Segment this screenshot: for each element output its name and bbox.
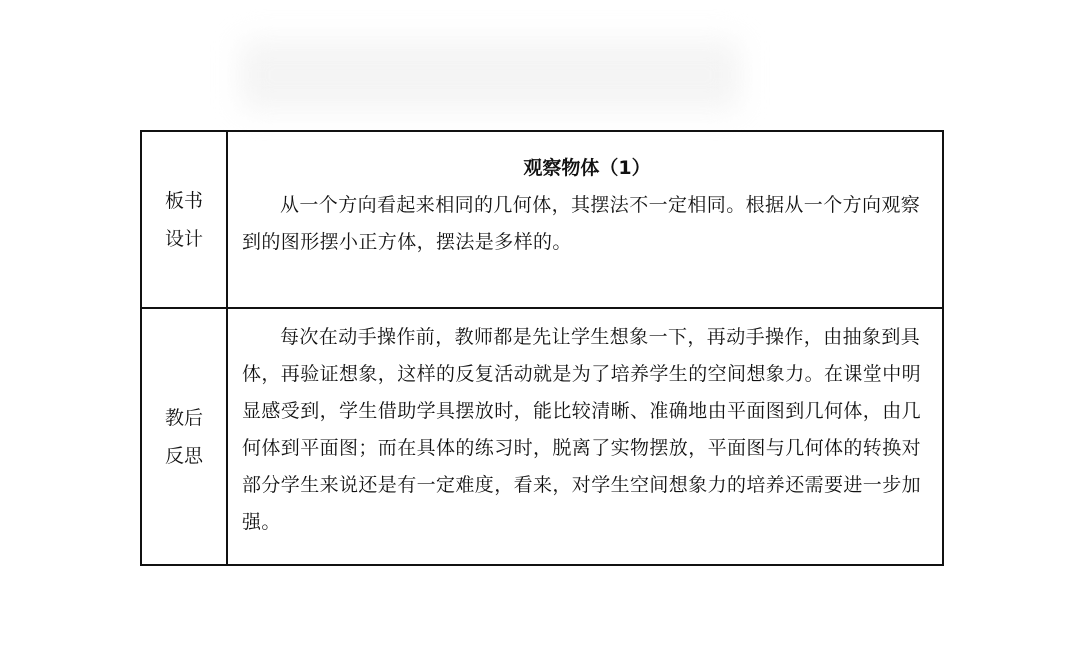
blurred-header-region <box>240 40 740 110</box>
board-design-row <box>141 131 943 308</box>
reflection-text: 每次在动手操作前，教师都是先让学生想象一下，再动手操作，由抽象到具体，再验证想象，这样的反复活动就是为了培养学生的空间想象力。在课堂中明显感受到，学生借助学具摆放时，能比较清晰、准确地由平面图到几何体，由几何体到平面图；而在具体的练习时，脱离了实物摆放，平面图与几何体的转换对部分学生来说还是有一定难度，看来，对学生空间想象力的培养还需要进一步加强。 <box>242 326 922 533</box>
board-design-label-line1: 板书 <box>164 189 203 212</box>
reflection-label <box>141 308 227 565</box>
board-design-label <box>141 131 227 308</box>
board-design-label-line2: 设计 <box>164 227 203 250</box>
board-design-title: 观察物体（1） <box>523 157 651 179</box>
reflection-label-line1: 教后 <box>164 406 203 429</box>
board-design-content <box>227 131 943 308</box>
lesson-design-table <box>140 130 944 566</box>
reflection-row <box>141 308 943 565</box>
reflection-content <box>227 308 943 565</box>
board-design-text: 从一个方向看起来相同的几何体，其摆法不一定相同。根据从一个方向观察到的图形摆小正方体，摆法是多样的。 <box>242 194 921 253</box>
reflection-label-line2: 反思 <box>164 444 203 467</box>
